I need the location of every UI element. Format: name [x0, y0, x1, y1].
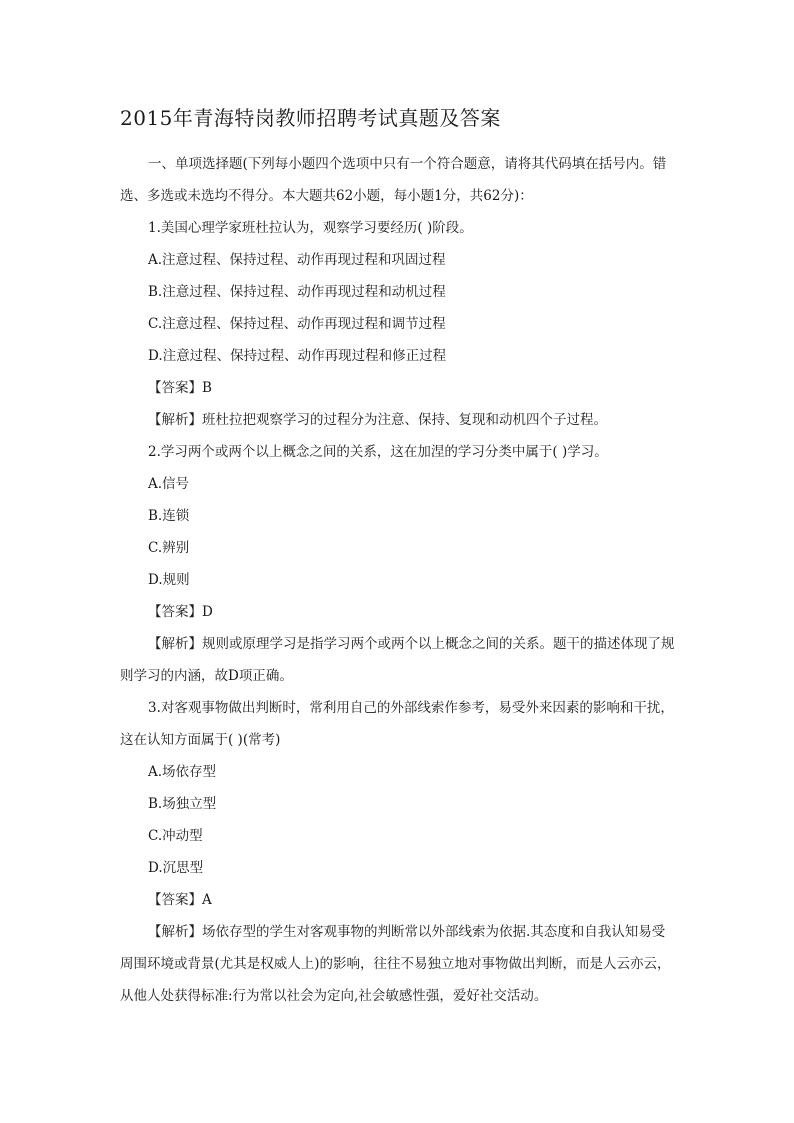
section-intro: 一、单项选择题(下列每小题四个选项中只有一个符合题意，请将其代码填在括号内。错选、多选或未选均不得分。本大题共62小题，每小题1分，共62分)：: [120, 156, 667, 204]
question-option: A.注意过程、保持过程、动作再现过程和巩固过程: [148, 252, 446, 268]
question-answer: 【答案】A: [148, 892, 212, 908]
question-analysis: 【解析】规则或原理学习是指学习两个或两个以上概念之间的关系。题干的描述体现了规则学习的内涵，故D项正确。: [120, 636, 675, 684]
question-stem: 3.对客观事物做出判断时，常利用自己的外部线索作参考，易受外来因素的影响和干扰，这在认知方面属于( )(常考): [120, 700, 674, 748]
question-analysis: 【解析】场依存型的学生对客观事物的判断常以外部线索为依据.其态度和自我认知易受周围环境或背景(尤其是权威人上)的影响，往往不易独立地对事物做出判断，而是人云亦云，从他人处获得标准:行为常以社会为定向,社会敏感性强，爱好社交活动。: [120, 924, 671, 1004]
question-option: C.注意过程、保持过程、动作再现过程和调节过程: [148, 316, 446, 332]
question-answer: 【答案】D: [148, 604, 213, 620]
question-answer: 【答案】B: [148, 380, 212, 396]
question-option: A.场依存型: [148, 764, 217, 780]
question-option: C.冲动型: [148, 828, 203, 844]
question-option: D.注意过程、保持过程、动作再现过程和修正过程: [148, 348, 447, 364]
question-option: A.信号: [148, 476, 190, 492]
document-body: [120, 148, 675, 1012]
question-option: C.辨别: [148, 540, 190, 556]
question-stem: 1.美国心理学家班杜拉认为，观察学习要经历( )阶段。: [148, 220, 473, 236]
question-option: B.场独立型: [148, 796, 217, 812]
question-analysis: 【解析】班杜拉把观察学习的过程分为注意、保持、复现和动机四个子过程。: [148, 412, 607, 428]
question-option: B.连锁: [148, 508, 190, 524]
question-option: D.规则: [148, 572, 190, 588]
question-option: B.注意过程、保持过程、动作再现过程和动机过程: [148, 284, 446, 300]
question-option: D.沉思型: [148, 860, 204, 876]
question-stem: 2.学习两个或两个以上概念之间的关系，这在加涅的学习分类中属于( )学习。: [148, 444, 608, 460]
document-title: 2015年青海特岗教师招聘考试真题及答案: [120, 106, 501, 130]
